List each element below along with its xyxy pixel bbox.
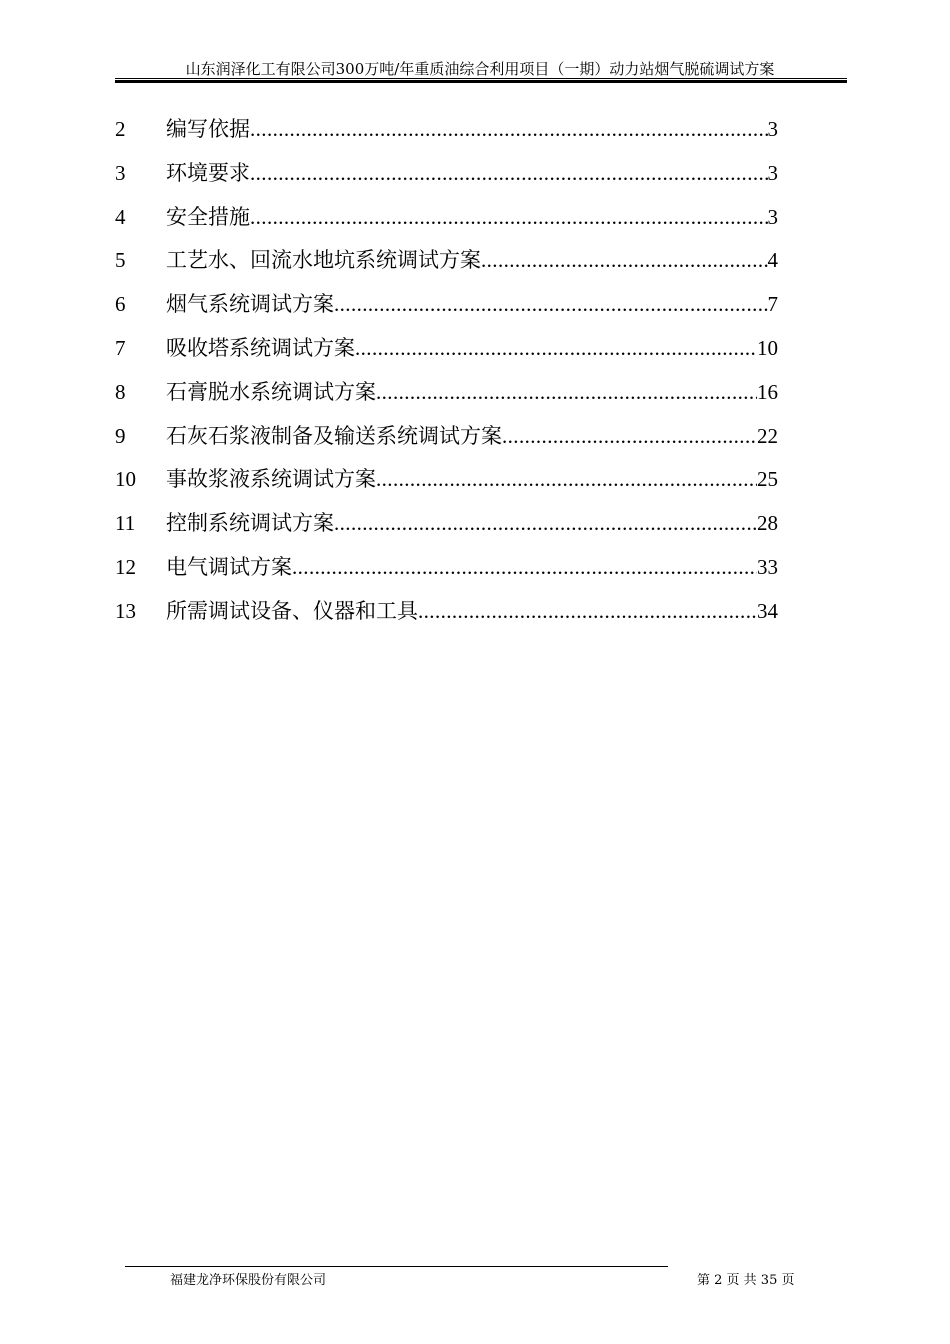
toc-entry-title: 烟气系统调试方案 <box>166 292 334 317</box>
toc-dot-leader <box>334 292 768 317</box>
toc-dot-leader <box>418 599 757 624</box>
toc-entry-number: 6 <box>115 292 126 317</box>
toc-entry-page: 28 <box>757 511 778 536</box>
toc-dot-leader <box>292 555 757 580</box>
toc-entry-title: 工艺水、回流水地坑系统调试方案 <box>166 248 481 273</box>
toc-entry[interactable] <box>115 595 778 639</box>
toc-entry-title: 编写依据 <box>166 117 250 141</box>
toc-dot-leader <box>376 380 757 405</box>
toc-entry[interactable] <box>115 463 778 507</box>
toc-entry-title: 事故浆液系统调试方案 <box>166 467 376 492</box>
toc-dot-leader <box>334 511 757 536</box>
toc-entry-number: 9 <box>115 423 126 448</box>
toc-entry-title: 石膏脱水系统调试方案 <box>166 379 376 404</box>
toc-entry-title: 电气调试方案 <box>166 554 292 579</box>
toc-entry[interactable] <box>115 288 778 332</box>
toc-entry-page: 3 <box>767 204 778 229</box>
toc-entry-page: 25 <box>757 467 778 492</box>
header-divider-thin <box>115 78 847 79</box>
toc-entry-number: 7 <box>115 335 126 360</box>
toc-entry[interactable] <box>115 420 778 464</box>
toc-dot-leader <box>355 336 757 361</box>
toc-entry-page: 3 <box>767 160 778 185</box>
toc-entry-page: 4 <box>767 248 778 273</box>
toc-dot-leader <box>481 248 768 273</box>
toc-entry-number: 2 <box>115 117 126 141</box>
toc-entry-number: 11 <box>115 511 136 536</box>
toc-entry-number: 4 <box>115 204 126 229</box>
toc-dot-leader <box>502 424 757 449</box>
toc-entry-title: 所需调试设备、仪器和工具 <box>166 598 418 623</box>
toc-entry-title: 控制系统调试方案 <box>166 511 334 536</box>
toc-dot-leader <box>250 161 768 186</box>
toc-entry-title: 吸收塔系统调试方案 <box>166 335 355 360</box>
toc-entry-number: 12 <box>115 554 136 579</box>
toc-entry-page: 7 <box>767 292 778 317</box>
page-header-title: 山东润泽化工有限公司300万吨/年重质油综合利用项目（一期）动力站烟气脱硫调试方案 <box>185 60 775 78</box>
toc-dot-leader <box>250 117 768 142</box>
toc-entry-number: 3 <box>115 160 126 185</box>
toc-entry-page: 33 <box>757 554 778 579</box>
toc-entry[interactable] <box>115 113 778 157</box>
toc-entry[interactable] <box>115 376 778 420</box>
toc-entry-number: 8 <box>115 379 126 404</box>
table-of-contents <box>115 113 778 639</box>
toc-entry[interactable] <box>115 332 778 376</box>
footer-company-name: 福建龙净环保股份有限公司 <box>170 1273 327 1288</box>
toc-entry-page: 3 <box>767 117 778 141</box>
toc-entry-page: 16 <box>757 379 778 404</box>
footer-page-number: 第 2 页 共 35 页 <box>697 1273 795 1288</box>
toc-entry-title: 石灰石浆液制备及输送系统调试方案 <box>166 423 502 448</box>
footer-divider <box>125 1266 668 1267</box>
toc-entry-number: 5 <box>115 248 126 273</box>
toc-dot-leader <box>376 467 757 492</box>
toc-entry-page: 22 <box>757 423 778 448</box>
header-divider-thick <box>115 80 847 83</box>
toc-entry-title: 环境要求 <box>166 160 250 185</box>
toc-entry[interactable] <box>115 551 778 595</box>
toc-entry-title: 安全措施 <box>166 204 250 229</box>
toc-entry[interactable] <box>115 244 778 288</box>
toc-dot-leader <box>250 205 768 230</box>
toc-entry[interactable] <box>115 157 778 201</box>
toc-entry-number: 13 <box>115 598 136 623</box>
toc-entry-page: 34 <box>757 598 778 623</box>
toc-entry[interactable] <box>115 507 778 551</box>
toc-entry-page: 10 <box>757 335 778 360</box>
toc-entry[interactable] <box>115 201 778 245</box>
toc-entry-number: 10 <box>115 467 136 492</box>
